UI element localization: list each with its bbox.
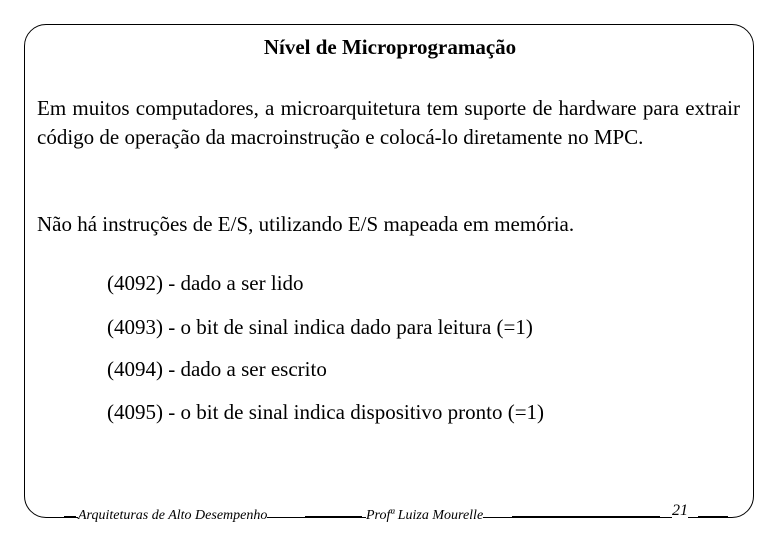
paragraph-io: Não há instruções de E/S, utilizando E/S mapeada em memória. [37,212,575,236]
footer-rule [305,516,362,517]
paragraph-mpc: Em muitos computadores, a microarquitetura tem suporte de hardware para extrair código de operação da macroinstrução e colocá-lo diretamente no MPC. [37,96,740,149]
footer-rule [64,516,76,517]
footer-course: Arquiteturas de Alto Desempenho [78,508,268,523]
address-item-4094: (4094) - dado a ser escrito [107,357,327,381]
footer-rule [698,516,728,517]
footer-rule [512,516,660,517]
address-item-4092: (4092) - dado a ser lido [107,271,304,295]
footer-page-number: 21 [672,502,688,519]
footer-author: Profª Luiza Mourelle [366,508,484,523]
slide-title: Nível de Microprogramação [263,35,517,59]
address-item-4093: (4093) - o bit de sinal indica dado para leitura (=1) [107,315,533,339]
address-item-4095: (4095) - o bit de sinal indica dispositivo pronto (=1) [107,400,545,424]
